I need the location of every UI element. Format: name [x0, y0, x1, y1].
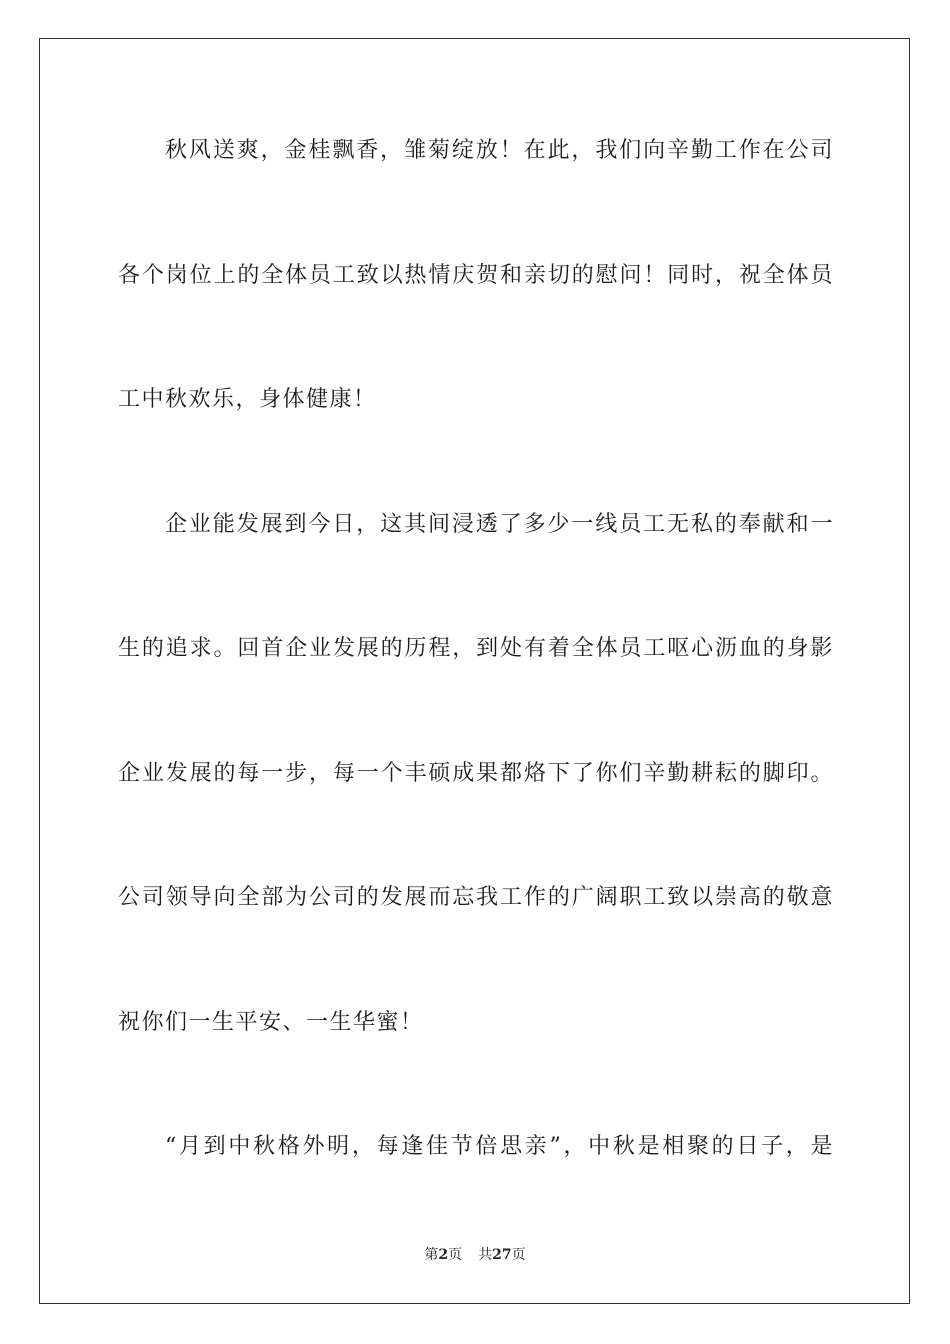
- page-border: [39, 38, 910, 1304]
- paragraph-1-line-3: 工中秋欢乐，身体健康！: [118, 387, 377, 412]
- footer-page-suffix: 页: [448, 1247, 463, 1263]
- footer-total-pages: 27: [492, 1247, 512, 1263]
- footer-total-suffix: 页: [511, 1247, 526, 1263]
- page-footer: [0, 1245, 950, 1265]
- paragraph-1-line-1: 秋风送爽，金桂飘香，雏菊绽放！在此，我们向辛勤工作在公司: [165, 138, 834, 163]
- paragraph-2-line-3: 企业发展的每一步，每一个丰硕成果都烙下了你们辛勤耕耘的脚印。: [118, 761, 834, 786]
- paragraph-2-line-2: 生的追求。回首企业发展的历程，到处有着全体员工呕心沥血的身影: [118, 636, 834, 661]
- paragraph-1-line-2: 各个岗位上的全体员工致以热情庆贺和亲切的慰问！同时，祝全体员: [118, 263, 834, 288]
- footer-total-prefix: 共: [478, 1247, 493, 1263]
- footer-page-prefix: 第: [424, 1247, 439, 1263]
- footer-page-number: 2: [438, 1247, 449, 1263]
- paragraph-2-line-1: 企业能发展到今日，这其间浸透了多少一线员工无私的奉献和一: [165, 512, 834, 537]
- paragraph-2-line-5: 祝你们一生平安、一生华蜜！: [118, 1010, 424, 1035]
- paragraph-2-line-4: 公司领导向全部为公司的发展而忘我工作的广阔职工致以崇高的敬意: [118, 885, 834, 910]
- paragraph-3-line-1: “月到中秋格外明，每逢佳节倍思亲”，中秋是相聚的日子，是: [165, 1134, 834, 1159]
